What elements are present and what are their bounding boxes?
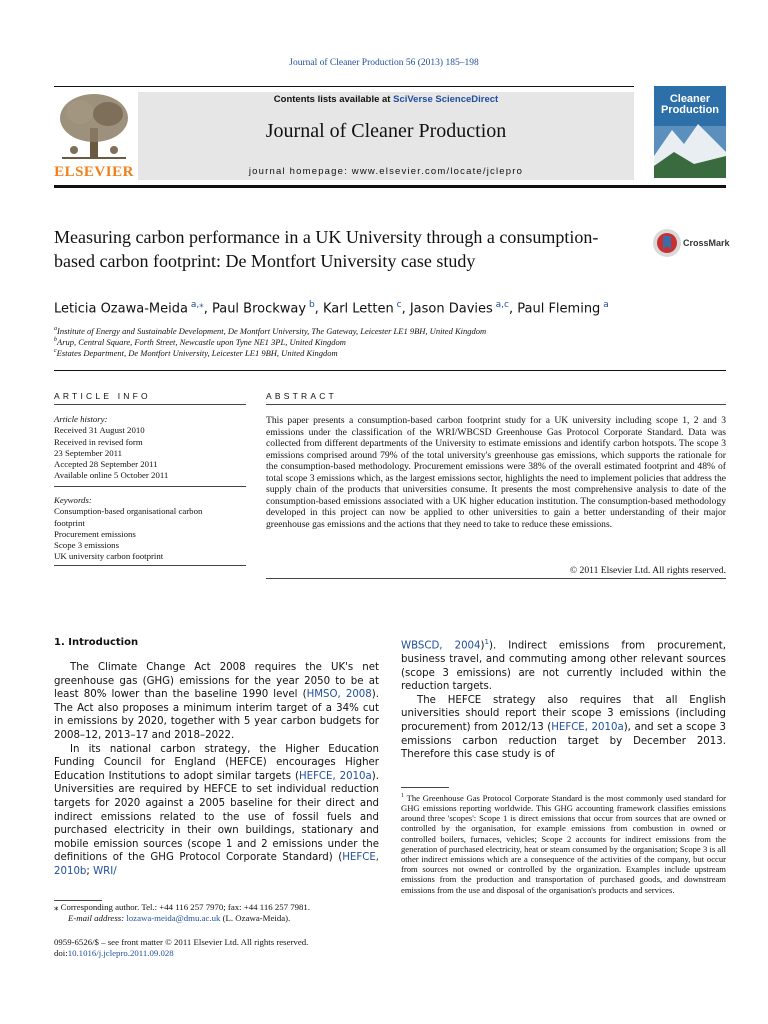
paragraph: In its national carbon strategy, the Higher Education Funding Council for England (HEFCE) encourages Higher Education Institutions to adopt similar targets (HEFCE, 2010a). Universities are required by HEFCE to set individual reduction targets for 2020 against a 2005 baseline for their direct and indirect emissions related to the use of fossil fuels and purchased electricity in their own buildings, stationary and mobile emission sources (scope 1 and 2 emissions under the definitions of the GHG Protocol Corporate Standard) (HEFCE, 2010b; WRI/: [54, 743, 379, 877]
masthead-bottom-rule: [54, 185, 726, 188]
footnote-marker[interactable]: 1: [484, 638, 489, 646]
history-item: Received in revised form: [54, 436, 143, 447]
keyword: UK university carbon footprint: [54, 551, 164, 562]
paragraph: The Climate Change Act 2008 requires the UK's net greenhouse gas (GHG) emissions for the year 2050 to be at least 80% lower than the baseline 1990 level (HMSO, 2008). The Act also proposes a minimum interim target of a 34% cut in emissions by 2020, together with 5 year carbon budgets for 2008–12, 2013–17 and 2018–2022.: [54, 662, 379, 741]
issn-doi-block: 0959-6526/$ – see front matter © 2011 Elsevier Ltd. All rights reserved. doi:10.1016/j.jclepro.2011.09.028: [54, 937, 384, 959]
keyword: Scope 3 emissions: [54, 540, 119, 551]
info-rule: [54, 404, 246, 405]
email-link[interactable]: lozawa-meida@dmu.ac.uk: [126, 913, 221, 923]
body-column-left: [54, 661, 379, 879]
citation-link[interactable]: WRI/: [93, 865, 117, 877]
paragraph: The HEFCE strategy also requires that all English universities should report their scope 3 emissions (including procurement) from 2012/13 (HEFCE, 2010a), and set a scope 3 emissions carbon reduction target by December 2013. Therefore this case study is of: [401, 694, 726, 761]
journal-reference[interactable]: Journal of Cleaner Production 56 (2013) 185–198: [289, 58, 479, 68]
article-title: Measuring carbon performance in a UK University through a consumption-based carbon footprint: De Montfort University case study: [54, 227, 599, 271]
keyword: footprint: [54, 517, 85, 528]
affiliation: $^b$Arup, Central Square, Forth Street, Newcastle upon Tyne NE1 3PL, United Kingdom: [54, 337, 346, 347]
abstract-rule: [266, 404, 726, 405]
history-item: 23 September 2011: [54, 447, 123, 458]
article-history: [54, 414, 250, 482]
cover-title: Cleaner Production: [660, 93, 720, 116]
elsevier-wordmark: ELSEVIER: [54, 164, 134, 180]
sciencedirect-link[interactable]: SciVerse ScienceDirect: [393, 94, 499, 105]
paragraph: WBSCD, 2004)$^1$). Indirect emissions from procurement, business travel, and commuting among other relevant sources (scope 3 emissions) are not currently included within the reduction targets.: [401, 638, 726, 693]
body-column-right: [401, 636, 726, 762]
author-list: Leticia Ozawa-Meida $^{a,⁎}$, Paul Brockway $^b$, Karl Letten $^c$, Jason Davies $^{a,c}$, Paul Fleming $^a$: [54, 300, 609, 317]
keyword: Procurement emissions: [54, 528, 136, 539]
citation-link[interactable]: WBSCD, 2004: [401, 640, 481, 652]
citation-link[interactable]: HEFCE, 2010a: [298, 770, 372, 782]
footnote-1: $^1$ The Greenhouse Gas Protocol Corporate Standard is the most commonly used standard for GHG emissions reporting worldwide. This GHG accounting framework classifies emissions around three 'scopes': Scope 1 is direct emissions that occur from sources that are owned or controlled by the organisation, for example emissions from combustion in owned or controlled boilers, furnaces, vehicles; Scope 2 accounts for indirect emissions from the generation of purchased electricity, heat or steam consumed by the organisation; Scope 3 is all other indirect emissions which are a consequence of the activities of the company, but occur from sources not owned or controlled by the organization. Examples include upstream emissions from the production and transportation of purchased goods, and downstream emissions from the use and disposal of the organisation's products and services.: [401, 792, 727, 895]
author[interactable]: Jason Davies: [409, 301, 493, 317]
abstract-rule: [266, 578, 726, 579]
author[interactable]: Karl Letten: [322, 301, 394, 317]
issn-line: 0959-6526/$ – see front matter © 2011 Elsevier Ltd. All rights reserved.: [54, 937, 309, 947]
info-rule: [54, 486, 246, 487]
contents-prefix: Contents lists available at: [273, 94, 391, 105]
contents-line: [138, 94, 634, 105]
keywords: [54, 495, 250, 563]
affiliation: $^c$Estates Department, De Montfort University, Leicester LE1 9BH, United Kingdom: [54, 348, 338, 358]
author[interactable]: Paul Fleming: [517, 301, 601, 317]
author[interactable]: Leticia Ozawa-Meida: [54, 301, 188, 317]
history-item: Received 31 August 2010: [54, 425, 145, 436]
article-info-heading: ARTICLE INFO: [54, 391, 151, 401]
abstract-heading: ABSTRACT: [266, 391, 337, 401]
abstract-text: This paper presents a consumption-based carbon footprint study for a UK university including scope 1, 2 and 3 emissions under the classification of the WRI/WBCSD Greenhouse Gas Protocol Corporate Standard. Data was collected from different departments of the University to estimate emissions and identify carbon hotspots. The scope 3 emissions comprised around 79% of the total university's greenhouse gas emissions, which supports the rationale for the consumption-based methodology. Procurement emissions were 38% of the overall estimated footprint and 48% of total scope 3 emissions which, as the largest emissions sector, highlights the need to implement policies that address the supply chain of the products that universities consume. It presents the most comprehensive analysis to date of the consumption-based emissions associated with a UK higher education institution. The consumption-based methodology developed in this project can now be applied to other universities to gain a better understanding of their major greenhouse gas emissions and the actions that they need to take to reduce these emissions.: [266, 415, 726, 530]
keyword: Consumption-based organisational carbon: [54, 506, 203, 517]
history-item: Available online 5 October 2011: [54, 470, 169, 481]
citation-link[interactable]: HEFCE, 2010b: [54, 852, 379, 877]
citation-link[interactable]: HEFCE, 2010a: [551, 721, 624, 733]
author[interactable]: Paul Brockway: [211, 301, 307, 317]
journal-title: Journal of Cleaner Production: [265, 120, 507, 142]
header-rule: [54, 86, 634, 87]
doi-link[interactable]: 10.1016/j.jclepro.2011.09.028: [67, 948, 174, 958]
affiliation-rule: [54, 370, 726, 371]
history-item: Accepted 28 September 2011: [54, 459, 158, 470]
journal-homepage[interactable]: journal homepage: www.elsevier.com/locate/jclepro: [248, 166, 524, 177]
footnote-rule: [401, 787, 449, 788]
author-sup[interactable]: b: [308, 300, 315, 310]
author-sup[interactable]: c: [396, 300, 402, 310]
crossmark-icon: [652, 228, 682, 258]
history-label: Article history:: [54, 414, 108, 424]
section-heading-introduction: 1. Introduction: [54, 637, 139, 648]
corresponding-author-note: ⁎ Corresponding author. Tel.: +44 116 257 7970; fax: +44 116 257 7981. E-mail address: lozawa-meida@dmu.ac.uk (L. Ozawa-Meida).: [54, 902, 311, 923]
footnote-rule: [54, 900, 102, 901]
author-sup[interactable]: a: [603, 300, 609, 310]
info-rule: [54, 565, 246, 566]
author-sup[interactable]: a,c: [495, 300, 509, 310]
abstract-copyright: © 2011 Elsevier Ltd. All rights reserved.: [569, 565, 726, 576]
keywords-label: Keywords:: [54, 495, 92, 505]
citation-link[interactable]: HMSO, 2008: [306, 689, 372, 701]
author-sup[interactable]: a,⁎: [190, 300, 204, 310]
crossmark-label: CrossMark: [683, 238, 730, 248]
affiliation: $^a$Institute of Energy and Sustainable Development, De Montfort University, The Gateway, Leicester LE1 9BH, United Kingdom: [54, 326, 487, 336]
crossmark-button[interactable]: [652, 228, 732, 258]
